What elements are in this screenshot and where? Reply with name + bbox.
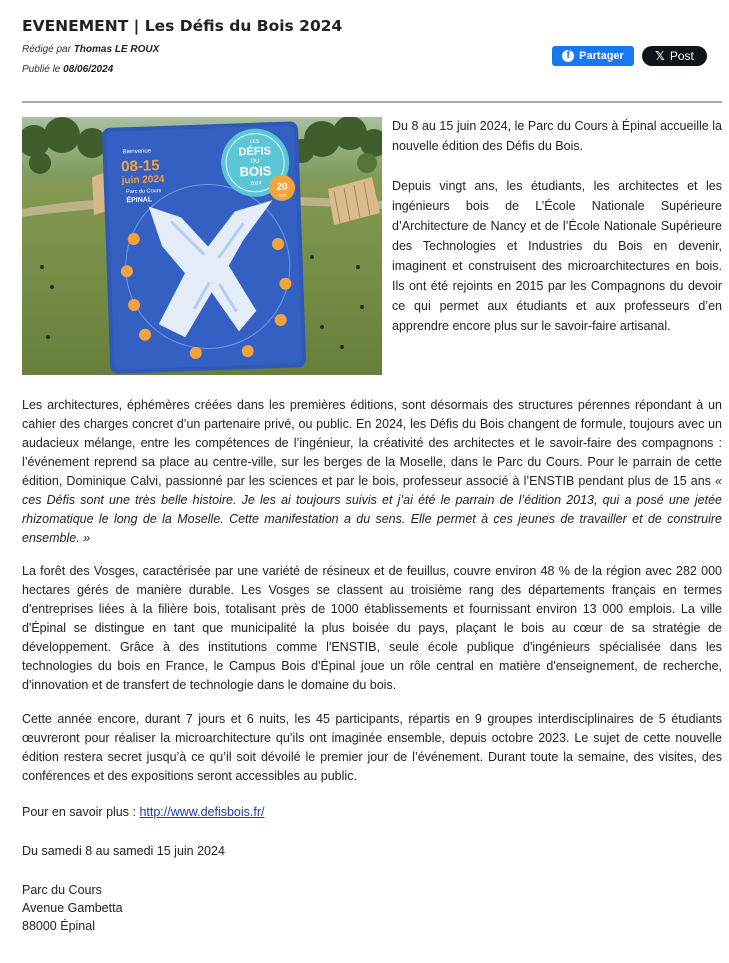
event-photo-illustration — [22, 117, 382, 375]
patron-quote: « ces Défis sont une très belle histoire. Je les ai toujours suivis et j’ai été le parrain de l’édition 2013, qui a posé une jetée rhizomatique le long de la Moselle. Cette manifestation a du sens. Elle permet à ces jeunes de travailler et de construire ensemble. » — [22, 474, 722, 545]
article-title: EVENEMENT | Les Défis du Bois 2024 — [22, 17, 343, 35]
body-paragraph-3 — [22, 710, 722, 786]
address-line-3: 88000 Épinal — [22, 919, 95, 933]
body-paragraph-1 — [22, 396, 722, 548]
paragraph-1-text: Les architectures, éphémères créées dans les premières éditions, sont désormais des structures pérennes répondant à un cahier des charges concret d’un partenaire privé, ou public. En 2024, les Défis du Bois changent de formule, toujours avec un audacieux mélange, entre les compétences de l’ingénieur, la créativité des architectes et le savoir-faire des compagnons : l’événement reprend sa place au centre-ville, sur les berges de la Moselle, dans le Parc du Cours. Pour le parrain de cette édition, Dominique Calvi, passionné par les sciences et par le bois, professeur associé à l’ENSTIB pendant plus de 15 ans — [22, 398, 722, 488]
x-post-label: Post — [669, 49, 694, 63]
address-line-2: Avenue Gambetta — [22, 901, 123, 915]
body-paragraph-2 — [22, 562, 722, 695]
website-link[interactable]: http://www.defisbois.fr/ — [139, 805, 265, 819]
poster-month: juin 2024 — [121, 173, 165, 187]
date-prefix: Publié le — [22, 64, 61, 75]
poster-dates: 08-15 — [120, 157, 160, 176]
header-divider — [22, 101, 722, 103]
more-info — [22, 803, 722, 822]
facebook-share-label: Partager — [579, 50, 624, 62]
intro-paragraph-2: Depuis vingt ans, les étudiants, les architectes et les ingénieurs bois de L’École Nationale Supérieure d’Architecture de Nancy et de l’École Nationale Supérieure des Technologies et Industries du Bois en devenir, imaginent et construisent des microarchitectures en bois. Ils ont été rejoints en 2015 par les Compagnons du devoir ce qui permet aux étudiants et aux professeurs d’en apprendre encore plus sur le savoir-faire artisanal. — [392, 179, 722, 333]
badge-line1: DÉFIS — [238, 145, 272, 159]
publish-date: 08/06/2024 — [63, 64, 114, 75]
author-name: Thomas LE ROUX — [73, 44, 160, 55]
poster-welcome: Bienvenue — [122, 148, 152, 156]
badge-line2: DU — [250, 158, 260, 165]
poster-venue: Parc du Cours — [126, 188, 162, 196]
anniversary-unit: ans — [278, 192, 287, 198]
intro-paragraph-1: Du 8 au 15 juin 2024, le Parc du Cours à Épinal accueille la nouvelle édition des Défis du Bois. — [392, 119, 722, 153]
badge-line3: BOIS — [239, 163, 272, 180]
article-date — [22, 64, 113, 75]
paragraph-2-text: La forêt des Vosges, caractérisée par une variété de résineux et de feuillus, couvre environ 48 % de la région avec 282 000 hectares gérés de manière durable. Les Vosges se classent au troisième rang des départements français en termes d'entreprises liées à la filière bois, totalisant près de 1000 établissements et fournissant environ 13 000 emplois. La ville d'Épinal se distingue en tant que municipalité la plus boisée du pays, plaçant le bois au cœur de sa stratégie de développement. Grâce à des institutions comme l'ENSTIB, seule école publique d'ingénieurs spécialisée dans les technologies du bois en France, le Campus Bois d'Épinal joue un rôle central en matière d'enseignement, de recherche, d'innovation et de transfert de technologie dans le domaine du bois. — [22, 564, 722, 692]
badge-year: 2024 — [250, 180, 262, 187]
poster-city: ÉPINAL — [126, 196, 153, 205]
more-info-label: Pour en savoir plus : — [22, 805, 136, 819]
paragraph-3-text: Cette année encore, durant 7 jours et 6 nuits, les 45 participants, répartis en 9 groupes interdisciplinaires de 5 étudiants œuvreront pour réaliser la microarchitecture qu’ils ont imaginée ensemble, depuis octobre 2023. Le sujet de cette nouvelle édition restera secret jusqu’à ce qu’il soit dévoilé le premier jour de l’événement. Durant toute la semaine, des visites, des conférences et des expositions seront accessibles au public. — [22, 712, 722, 783]
event-dates: Du samedi 8 au samedi 15 juin 2024 — [22, 844, 225, 858]
x-post-button[interactable] — [642, 46, 707, 66]
address-line-1: Parc du Cours — [22, 883, 102, 897]
x-logo-icon: 𝕏 — [655, 49, 665, 63]
event-address — [22, 881, 123, 935]
author-prefix: Rédigé par — [22, 44, 71, 55]
article-author — [22, 44, 159, 55]
badge-top: LES — [249, 138, 260, 145]
facebook-icon: f — [562, 50, 574, 62]
intro-text — [392, 116, 722, 356]
event-photo — [22, 117, 382, 375]
facebook-share-button[interactable] — [552, 46, 634, 66]
anniversary-number: 20 — [276, 181, 288, 194]
